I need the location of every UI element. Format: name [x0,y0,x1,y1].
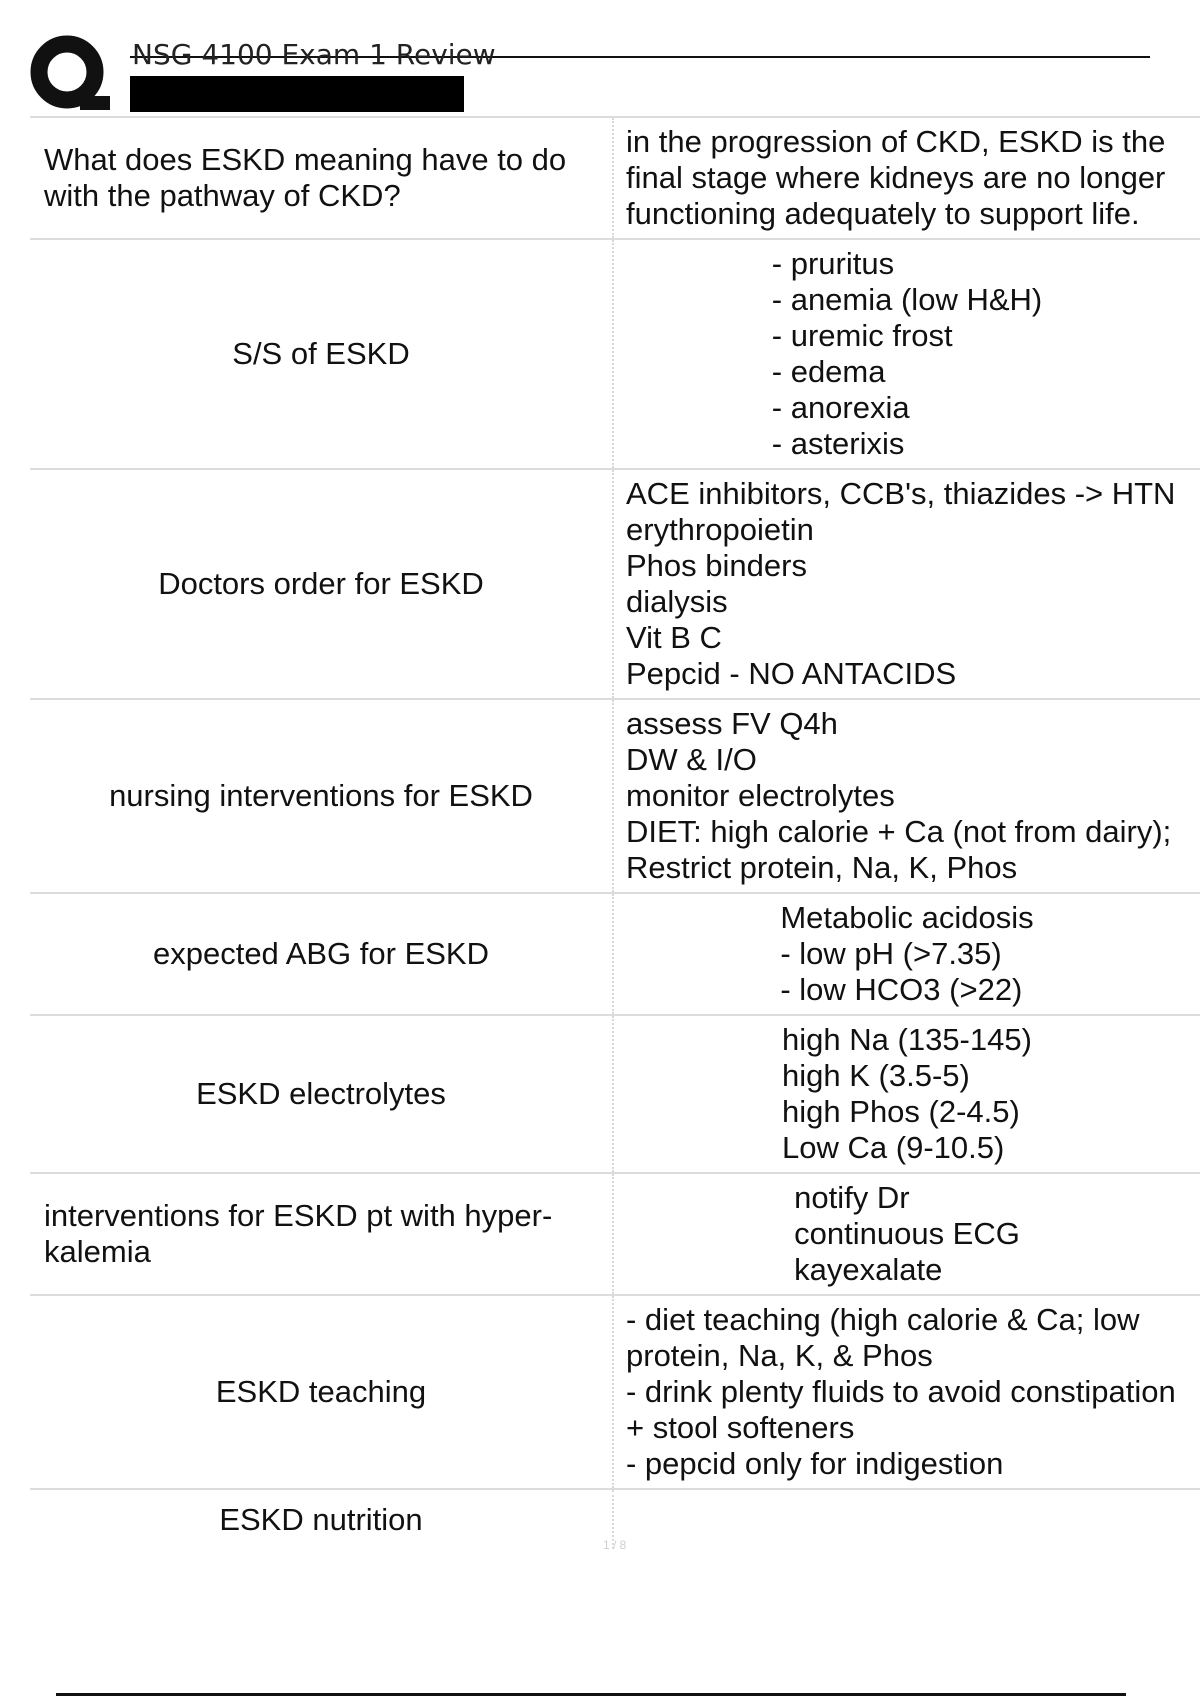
definition-line: - anemia (low H&H) [771,282,1043,317]
card-definition [613,893,1200,1015]
definition-line: kayexalate [794,1252,943,1287]
card-definition [613,469,1200,699]
definition-line: - pruritus [771,246,895,281]
card-definition [613,1015,1200,1173]
card-definition [613,117,1200,239]
definition-line: - low pH (>7.35) [780,936,1002,971]
table-row [30,699,1200,893]
definition-line: - drink plenty fluids to avoid constipation + stool softeners [626,1374,1176,1445]
definition-line: - uremic frost [771,318,953,353]
definition-line: Low Ca (9-10.5) [782,1130,1005,1165]
table-row [30,1015,1200,1173]
definition-line: Restrict protein, Na, K, Phos [626,850,1018,885]
card-term: Doctors order for ESKD [30,469,613,699]
table-row [30,239,1200,469]
card-term: ESKD nutrition [30,1489,613,1549]
definition-line: high K (3.5-5) [782,1058,970,1093]
definition-line: ACE inhibitors, CCB's, thiazides -> HTN [626,476,1176,511]
definition-line: - low HCO3 (>22) [780,972,1023,1007]
table-row [30,1295,1200,1489]
table-row [30,117,1200,239]
card-term: ESKD electrolytes [30,1015,613,1173]
definition-line: erythropoietin [626,512,814,547]
card-definition [613,1173,1200,1295]
definition-line: DW & I/O [626,742,757,777]
table-row [30,469,1200,699]
definition-line: Pepcid - NO ANTACIDS [626,656,957,691]
card-term: S/S of ESKD [30,239,613,469]
card-definition [613,699,1200,893]
definition-line: continuous ECG [794,1216,1020,1251]
card-term: ESKD teaching [30,1295,613,1489]
card-definition [613,1295,1200,1489]
table-row [30,893,1200,1015]
page-number: 1 / 8 [603,1538,627,1552]
definition-line: high Na (135-145) [782,1022,1032,1057]
definition-list [794,1180,1020,1288]
definition-line: high Phos (2-4.5) [782,1094,1020,1129]
card-term: interventions for ESKD pt with hyper-kalemia [30,1173,613,1295]
definition-line: - edema [771,354,886,389]
quizlet-q-logo-icon [30,34,112,116]
footer-rule [56,1693,1126,1696]
definition-line: Metabolic acidosis [780,900,1034,935]
definition-line: DIET: high calorie + Ca (not from dairy); [626,814,1172,849]
document-title: NSG 4100 Exam 1 Review [132,38,496,71]
flashcard-table [30,116,1200,1549]
card-term: What does ESKD meaning have to do with the pathway of CKD? [30,117,613,239]
definition-line: - diet teaching (high calorie & Ca; low protein, Na, K, & Phos [626,1302,1140,1373]
definition-list [772,246,1042,462]
definition-line: monitor electrolytes [626,778,895,813]
definition-line: - asterixis [771,426,905,461]
page-header [30,28,1150,118]
definition-line: - anorexia [771,390,910,425]
card-term: expected ABG for ESKD [30,893,613,1015]
card-term: nursing interventions for ESKD [30,699,613,893]
definition-list [782,1022,1032,1166]
definition-line: in the progression of CKD, ESKD is the final stage where kidneys are no longer functioning adequately to support life. [626,124,1166,231]
card-definition [613,239,1200,469]
definition-line: assess FV Q4h [626,706,838,741]
definition-line: notify Dr [794,1180,910,1215]
definition-list [780,900,1033,1008]
table-row [30,1173,1200,1295]
redaction-bar [130,76,464,112]
card-definition [613,1489,1200,1549]
definition-line: Vit B C [626,620,722,655]
definition-line: - pepcid only for indigestion [626,1446,1004,1481]
definition-line: dialysis [626,584,728,619]
definition-line: Phos binders [626,548,807,583]
